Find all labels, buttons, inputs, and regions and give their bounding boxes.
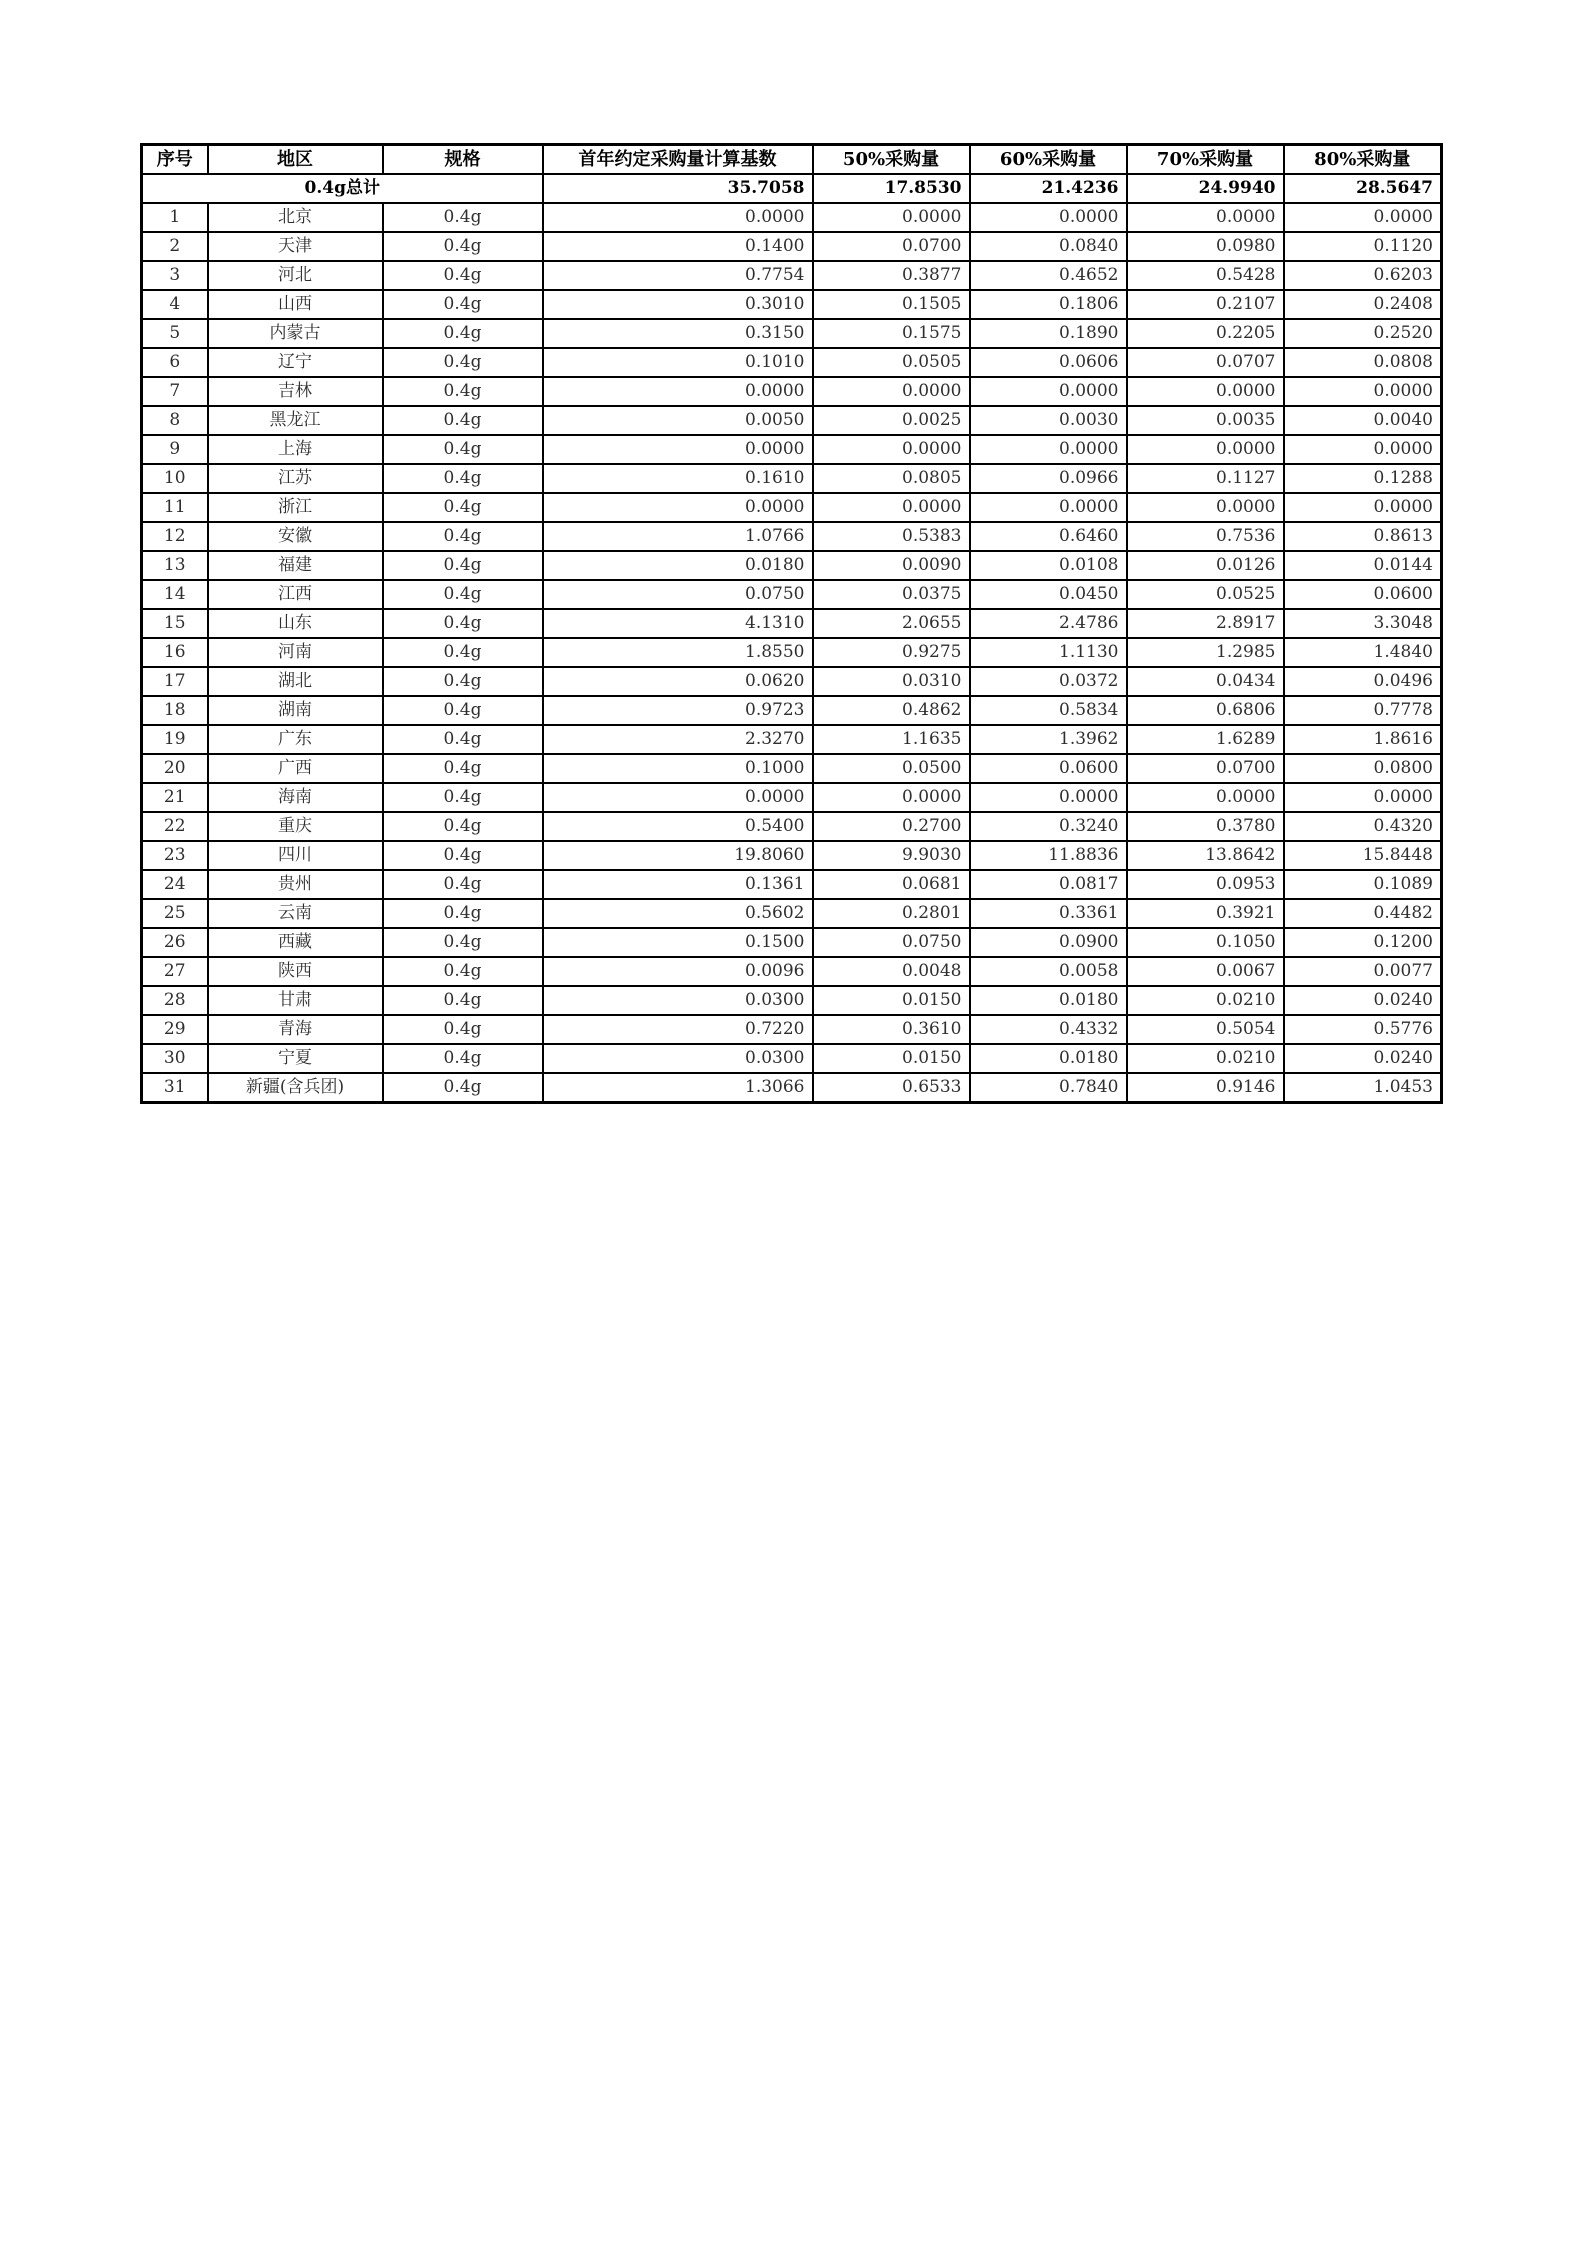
cell-region: 广东 — [208, 725, 383, 754]
cell-p50: 0.3877 — [813, 261, 970, 290]
cell-p50: 0.0150 — [813, 986, 970, 1015]
cell-spec: 0.4g — [383, 986, 543, 1015]
cell-p80: 0.1200 — [1284, 928, 1442, 957]
cell-p80: 0.0000 — [1284, 783, 1442, 812]
cell-p80: 1.8616 — [1284, 725, 1442, 754]
cell-p70: 0.0126 — [1127, 551, 1284, 580]
cell-p50: 0.0000 — [813, 203, 970, 232]
cell-p50: 0.0750 — [813, 928, 970, 957]
cell-p70: 0.1127 — [1127, 464, 1284, 493]
cell-base: 0.7220 — [543, 1015, 813, 1044]
cell-spec: 0.4g — [383, 754, 543, 783]
cell-p60: 0.0606 — [970, 348, 1127, 377]
cell-p80: 0.0000 — [1284, 493, 1442, 522]
table-row — [142, 754, 1442, 783]
cell-region: 四川 — [208, 841, 383, 870]
table-row — [142, 580, 1442, 609]
cell-region: 贵州 — [208, 870, 383, 899]
total-50pct: 17.8530 — [813, 174, 970, 203]
cell-p80: 0.0600 — [1284, 580, 1442, 609]
cell-base: 2.3270 — [543, 725, 813, 754]
cell-p50: 0.0500 — [813, 754, 970, 783]
cell-p80: 0.0808 — [1284, 348, 1442, 377]
cell-p60: 0.6460 — [970, 522, 1127, 551]
table-row — [142, 899, 1442, 928]
col-header-region: 地区 — [208, 145, 383, 175]
cell-no: 2 — [142, 232, 208, 261]
table-row — [142, 609, 1442, 638]
cell-p70: 0.6806 — [1127, 696, 1284, 725]
cell-region: 天津 — [208, 232, 383, 261]
cell-p80: 0.2408 — [1284, 290, 1442, 319]
table-row — [142, 203, 1442, 232]
cell-p80: 0.1089 — [1284, 870, 1442, 899]
cell-p50: 2.0655 — [813, 609, 970, 638]
cell-p60: 0.0180 — [970, 986, 1127, 1015]
cell-spec: 0.4g — [383, 435, 543, 464]
cell-no: 28 — [142, 986, 208, 1015]
table-row — [142, 493, 1442, 522]
cell-p60: 0.0966 — [970, 464, 1127, 493]
table-row — [142, 870, 1442, 899]
cell-p70: 1.2985 — [1127, 638, 1284, 667]
cell-no: 14 — [142, 580, 208, 609]
cell-base: 0.0180 — [543, 551, 813, 580]
cell-p80: 0.2520 — [1284, 319, 1442, 348]
cell-region: 河南 — [208, 638, 383, 667]
cell-p80: 0.8613 — [1284, 522, 1442, 551]
cell-p60: 0.0900 — [970, 928, 1127, 957]
cell-spec: 0.4g — [383, 290, 543, 319]
cell-p70: 0.7536 — [1127, 522, 1284, 551]
cell-p80: 0.0000 — [1284, 377, 1442, 406]
cell-base: 0.0300 — [543, 986, 813, 1015]
cell-no: 10 — [142, 464, 208, 493]
cell-p80: 1.0453 — [1284, 1073, 1442, 1103]
cell-spec: 0.4g — [383, 899, 543, 928]
cell-no: 13 — [142, 551, 208, 580]
cell-region: 甘肃 — [208, 986, 383, 1015]
cell-base: 4.1310 — [543, 609, 813, 638]
cell-p50: 0.9275 — [813, 638, 970, 667]
cell-p70: 0.5054 — [1127, 1015, 1284, 1044]
cell-p70: 1.6289 — [1127, 725, 1284, 754]
cell-no: 20 — [142, 754, 208, 783]
table-row — [142, 783, 1442, 812]
total-70pct: 24.9940 — [1127, 174, 1284, 203]
cell-p60: 0.1806 — [970, 290, 1127, 319]
cell-spec: 0.4g — [383, 493, 543, 522]
cell-spec: 0.4g — [383, 812, 543, 841]
cell-base: 0.1000 — [543, 754, 813, 783]
cell-region: 安徽 — [208, 522, 383, 551]
cell-no: 31 — [142, 1073, 208, 1103]
cell-p70: 0.5428 — [1127, 261, 1284, 290]
cell-base: 0.1610 — [543, 464, 813, 493]
table-row — [142, 261, 1442, 290]
cell-p50: 0.3610 — [813, 1015, 970, 1044]
cell-p80: 0.5776 — [1284, 1015, 1442, 1044]
cell-no: 4 — [142, 290, 208, 319]
cell-p50: 0.0700 — [813, 232, 970, 261]
cell-p70: 0.0000 — [1127, 377, 1284, 406]
cell-p70: 0.0067 — [1127, 957, 1284, 986]
table-row — [142, 928, 1442, 957]
cell-base: 0.0000 — [543, 783, 813, 812]
cell-spec: 0.4g — [383, 406, 543, 435]
cell-p50: 0.0310 — [813, 667, 970, 696]
cell-p50: 0.0375 — [813, 580, 970, 609]
cell-p70: 0.2205 — [1127, 319, 1284, 348]
cell-p80: 1.4840 — [1284, 638, 1442, 667]
header-row — [142, 145, 1442, 175]
cell-p60: 0.4652 — [970, 261, 1127, 290]
cell-base: 1.8550 — [543, 638, 813, 667]
cell-p60: 0.0180 — [970, 1044, 1127, 1073]
cell-base: 0.0620 — [543, 667, 813, 696]
cell-spec: 0.4g — [383, 551, 543, 580]
cell-region: 北京 — [208, 203, 383, 232]
cell-base: 0.9723 — [543, 696, 813, 725]
cell-p60: 0.0450 — [970, 580, 1127, 609]
table-row — [142, 957, 1442, 986]
cell-spec: 0.4g — [383, 377, 543, 406]
cell-base: 0.3010 — [543, 290, 813, 319]
cell-spec: 0.4g — [383, 667, 543, 696]
cell-base: 0.0050 — [543, 406, 813, 435]
cell-p60: 0.0000 — [970, 435, 1127, 464]
cell-p80: 0.0077 — [1284, 957, 1442, 986]
cell-p70: 2.8917 — [1127, 609, 1284, 638]
cell-p80: 0.0040 — [1284, 406, 1442, 435]
cell-region: 湖北 — [208, 667, 383, 696]
cell-no: 26 — [142, 928, 208, 957]
cell-no: 22 — [142, 812, 208, 841]
cell-p70: 0.0000 — [1127, 493, 1284, 522]
col-header-70pct: 70%采购量 — [1127, 145, 1284, 175]
cell-region: 浙江 — [208, 493, 383, 522]
cell-p60: 0.0058 — [970, 957, 1127, 986]
cell-p60: 0.0372 — [970, 667, 1127, 696]
cell-p50: 0.2700 — [813, 812, 970, 841]
cell-region: 吉林 — [208, 377, 383, 406]
table-row — [142, 667, 1442, 696]
cell-region: 上海 — [208, 435, 383, 464]
cell-region: 山东 — [208, 609, 383, 638]
cell-p60: 1.3962 — [970, 725, 1127, 754]
cell-base: 0.5602 — [543, 899, 813, 928]
cell-p60: 0.0000 — [970, 493, 1127, 522]
cell-spec: 0.4g — [383, 1015, 543, 1044]
cell-p70: 0.0980 — [1127, 232, 1284, 261]
cell-p70: 0.0210 — [1127, 1044, 1284, 1073]
col-header-no: 序号 — [142, 145, 208, 175]
table-row — [142, 348, 1442, 377]
cell-p50: 0.0000 — [813, 435, 970, 464]
cell-p60: 0.0030 — [970, 406, 1127, 435]
cell-p50: 0.0000 — [813, 783, 970, 812]
cell-no: 15 — [142, 609, 208, 638]
cell-p70: 0.0707 — [1127, 348, 1284, 377]
cell-p60: 0.0600 — [970, 754, 1127, 783]
cell-spec: 0.4g — [383, 203, 543, 232]
cell-region: 江西 — [208, 580, 383, 609]
cell-base: 0.1361 — [543, 870, 813, 899]
cell-no: 23 — [142, 841, 208, 870]
cell-p70: 0.0434 — [1127, 667, 1284, 696]
cell-p60: 0.5834 — [970, 696, 1127, 725]
cell-spec: 0.4g — [383, 928, 543, 957]
cell-p60: 0.0817 — [970, 870, 1127, 899]
cell-p50: 0.0000 — [813, 377, 970, 406]
cell-p70: 0.0953 — [1127, 870, 1284, 899]
cell-spec: 0.4g — [383, 580, 543, 609]
cell-region: 福建 — [208, 551, 383, 580]
cell-region: 宁夏 — [208, 1044, 383, 1073]
cell-no: 1 — [142, 203, 208, 232]
table-row — [142, 377, 1442, 406]
cell-p60: 0.0000 — [970, 783, 1127, 812]
cell-spec: 0.4g — [383, 783, 543, 812]
cell-region: 河北 — [208, 261, 383, 290]
cell-p80: 0.0144 — [1284, 551, 1442, 580]
cell-no: 24 — [142, 870, 208, 899]
cell-no: 9 — [142, 435, 208, 464]
cell-region: 黑龙江 — [208, 406, 383, 435]
cell-p70: 0.0210 — [1127, 986, 1284, 1015]
cell-p60: 0.7840 — [970, 1073, 1127, 1103]
table-row — [142, 1044, 1442, 1073]
cell-no: 3 — [142, 261, 208, 290]
cell-no: 18 — [142, 696, 208, 725]
cell-base: 0.7754 — [543, 261, 813, 290]
cell-p80: 0.0800 — [1284, 754, 1442, 783]
cell-p60: 0.3240 — [970, 812, 1127, 841]
cell-region: 新疆(含兵团) — [208, 1073, 383, 1103]
cell-spec: 0.4g — [383, 725, 543, 754]
table-row — [142, 841, 1442, 870]
cell-spec: 0.4g — [383, 1073, 543, 1103]
cell-region: 海南 — [208, 783, 383, 812]
cell-no: 5 — [142, 319, 208, 348]
cell-p70: 0.0700 — [1127, 754, 1284, 783]
cell-region: 内蒙古 — [208, 319, 383, 348]
table-row — [142, 319, 1442, 348]
cell-p70: 0.3921 — [1127, 899, 1284, 928]
cell-p60: 11.8836 — [970, 841, 1127, 870]
cell-region: 云南 — [208, 899, 383, 928]
total-row — [142, 174, 1442, 203]
cell-spec: 0.4g — [383, 1044, 543, 1073]
cell-region: 西藏 — [208, 928, 383, 957]
cell-region: 辽宁 — [208, 348, 383, 377]
cell-spec: 0.4g — [383, 638, 543, 667]
cell-no: 16 — [142, 638, 208, 667]
table-row — [142, 464, 1442, 493]
cell-spec: 0.4g — [383, 261, 543, 290]
cell-no: 19 — [142, 725, 208, 754]
cell-p80: 3.3048 — [1284, 609, 1442, 638]
cell-p80: 0.4482 — [1284, 899, 1442, 928]
table-row — [142, 232, 1442, 261]
cell-spec: 0.4g — [383, 957, 543, 986]
cell-p60: 0.0840 — [970, 232, 1127, 261]
col-header-spec: 规格 — [383, 145, 543, 175]
cell-p80: 0.4320 — [1284, 812, 1442, 841]
cell-p50: 0.1575 — [813, 319, 970, 348]
table-row — [142, 290, 1442, 319]
table-row — [142, 986, 1442, 1015]
cell-p70: 13.8642 — [1127, 841, 1284, 870]
cell-p50: 1.1635 — [813, 725, 970, 754]
cell-p80: 15.8448 — [1284, 841, 1442, 870]
col-header-50pct: 50%采购量 — [813, 145, 970, 175]
cell-p70: 0.0000 — [1127, 435, 1284, 464]
cell-p80: 0.1120 — [1284, 232, 1442, 261]
total-60pct: 21.4236 — [970, 174, 1127, 203]
table-row — [142, 812, 1442, 841]
cell-p70: 0.1050 — [1127, 928, 1284, 957]
table-row — [142, 696, 1442, 725]
table-row — [142, 638, 1442, 667]
cell-spec: 0.4g — [383, 232, 543, 261]
cell-p70: 0.2107 — [1127, 290, 1284, 319]
cell-p50: 0.0150 — [813, 1044, 970, 1073]
cell-p80: 0.7778 — [1284, 696, 1442, 725]
cell-base: 0.0096 — [543, 957, 813, 986]
cell-p60: 0.0000 — [970, 203, 1127, 232]
procurement-table — [140, 143, 1443, 1104]
cell-p50: 0.2801 — [813, 899, 970, 928]
cell-region: 广西 — [208, 754, 383, 783]
cell-region: 重庆 — [208, 812, 383, 841]
cell-p50: 0.0805 — [813, 464, 970, 493]
cell-spec: 0.4g — [383, 870, 543, 899]
cell-p50: 9.9030 — [813, 841, 970, 870]
cell-p70: 0.0525 — [1127, 580, 1284, 609]
cell-p50: 0.0048 — [813, 957, 970, 986]
cell-base: 0.1010 — [543, 348, 813, 377]
cell-region: 陕西 — [208, 957, 383, 986]
cell-p70: 0.3780 — [1127, 812, 1284, 841]
cell-base: 0.0750 — [543, 580, 813, 609]
cell-spec: 0.4g — [383, 348, 543, 377]
cell-no: 27 — [142, 957, 208, 986]
cell-base: 19.8060 — [543, 841, 813, 870]
cell-base: 1.3066 — [543, 1073, 813, 1103]
cell-spec: 0.4g — [383, 319, 543, 348]
cell-p80: 0.0496 — [1284, 667, 1442, 696]
cell-p50: 0.0000 — [813, 493, 970, 522]
cell-region: 山西 — [208, 290, 383, 319]
cell-no: 7 — [142, 377, 208, 406]
cell-base: 0.1400 — [543, 232, 813, 261]
cell-no: 21 — [142, 783, 208, 812]
cell-no: 25 — [142, 899, 208, 928]
table-row — [142, 551, 1442, 580]
cell-p70: 0.0000 — [1127, 203, 1284, 232]
cell-base: 0.0000 — [543, 493, 813, 522]
cell-no: 6 — [142, 348, 208, 377]
cell-p60: 0.0108 — [970, 551, 1127, 580]
cell-spec: 0.4g — [383, 696, 543, 725]
cell-spec: 0.4g — [383, 609, 543, 638]
table-row — [142, 406, 1442, 435]
cell-no: 12 — [142, 522, 208, 551]
col-header-80pct: 80%采购量 — [1284, 145, 1442, 175]
cell-p80: 0.0240 — [1284, 1044, 1442, 1073]
cell-region: 湖南 — [208, 696, 383, 725]
cell-base: 0.3150 — [543, 319, 813, 348]
cell-p50: 0.0505 — [813, 348, 970, 377]
col-header-60pct: 60%采购量 — [970, 145, 1127, 175]
cell-base: 0.0000 — [543, 377, 813, 406]
cell-base: 0.0000 — [543, 435, 813, 464]
cell-spec: 0.4g — [383, 841, 543, 870]
col-header-base: 首年约定采购量计算基数 — [543, 145, 813, 175]
cell-no: 17 — [142, 667, 208, 696]
cell-p50: 0.5383 — [813, 522, 970, 551]
cell-region: 青海 — [208, 1015, 383, 1044]
cell-p70: 0.0035 — [1127, 406, 1284, 435]
cell-p80: 0.0000 — [1284, 203, 1442, 232]
cell-p60: 2.4786 — [970, 609, 1127, 638]
cell-no: 8 — [142, 406, 208, 435]
cell-no: 11 — [142, 493, 208, 522]
cell-p60: 0.4332 — [970, 1015, 1127, 1044]
cell-p50: 0.4862 — [813, 696, 970, 725]
total-row-label: 0.4g总计 — [142, 174, 543, 203]
cell-p60: 0.3361 — [970, 899, 1127, 928]
cell-p80: 0.0000 — [1284, 435, 1442, 464]
cell-spec: 0.4g — [383, 522, 543, 551]
table-row — [142, 725, 1442, 754]
cell-base: 1.0766 — [543, 522, 813, 551]
cell-spec: 0.4g — [383, 464, 543, 493]
table-row — [142, 435, 1442, 464]
cell-p60: 0.1890 — [970, 319, 1127, 348]
cell-base: 0.5400 — [543, 812, 813, 841]
cell-p50: 0.6533 — [813, 1073, 970, 1103]
cell-no: 30 — [142, 1044, 208, 1073]
cell-base: 0.0300 — [543, 1044, 813, 1073]
cell-p50: 0.1505 — [813, 290, 970, 319]
table-row — [142, 1015, 1442, 1044]
total-base: 35.7058 — [543, 174, 813, 203]
cell-p70: 0.9146 — [1127, 1073, 1284, 1103]
cell-region: 江苏 — [208, 464, 383, 493]
cell-p50: 0.0025 — [813, 406, 970, 435]
total-80pct: 28.5647 — [1284, 174, 1442, 203]
cell-p80: 0.0240 — [1284, 986, 1442, 1015]
cell-base: 0.1500 — [543, 928, 813, 957]
cell-base: 0.0000 — [543, 203, 813, 232]
cell-p50: 0.0090 — [813, 551, 970, 580]
table-row — [142, 1073, 1442, 1103]
cell-no: 29 — [142, 1015, 208, 1044]
cell-p60: 1.1130 — [970, 638, 1127, 667]
cell-p80: 0.1288 — [1284, 464, 1442, 493]
cell-p80: 0.6203 — [1284, 261, 1442, 290]
table-row — [142, 522, 1442, 551]
cell-p50: 0.0681 — [813, 870, 970, 899]
cell-p70: 0.0000 — [1127, 783, 1284, 812]
cell-p60: 0.0000 — [970, 377, 1127, 406]
